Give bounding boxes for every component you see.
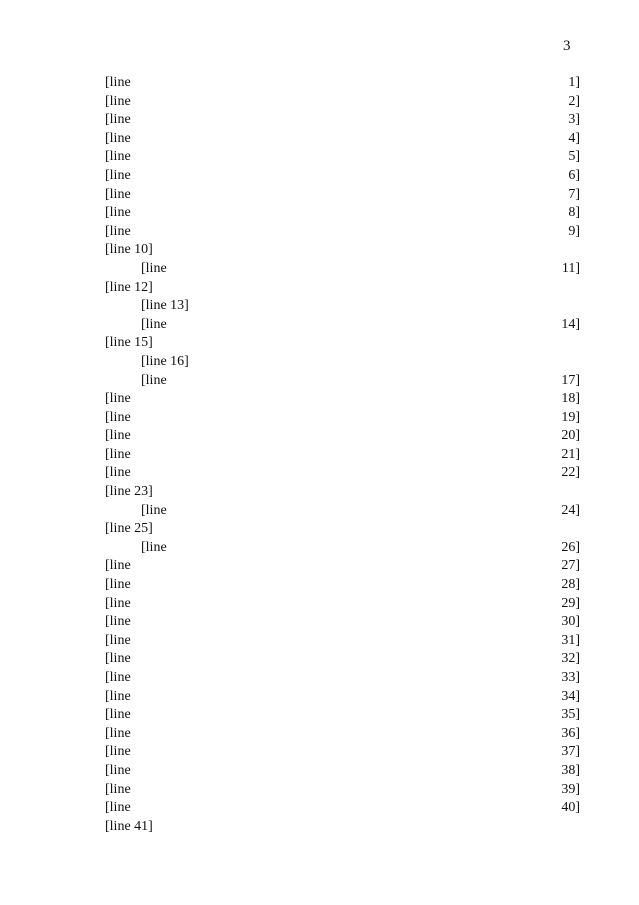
text-line: [line 24] — [141, 502, 580, 518]
text-line: [line 36] — [105, 725, 580, 741]
text-line: [line 23] — [105, 484, 153, 500]
text-line: [line 34] — [105, 688, 580, 704]
page-number: 3 — [563, 38, 571, 54]
text-line: [line 39] — [105, 781, 580, 797]
text-line: [line 32] — [105, 651, 580, 667]
text-line: [line 6] — [105, 167, 580, 183]
document-body — [105, 74, 580, 836]
text-line: [line 16] — [141, 353, 189, 369]
text-line: [line 10] — [105, 242, 153, 258]
text-line: [line 4] — [105, 130, 580, 146]
text-line: [line 1] — [105, 75, 580, 90]
text-line: [line 3] — [105, 112, 580, 128]
text-line: [line 21] — [105, 446, 580, 462]
text-line: [line 27] — [105, 558, 580, 574]
text-line: [line 29] — [105, 595, 580, 611]
text-line: [line 5] — [105, 149, 580, 165]
text-line: [line 26] — [141, 539, 580, 555]
text-line: [line 15] — [105, 335, 153, 351]
text-line: [line 12] — [105, 279, 153, 295]
text-line: [line 41] — [105, 818, 153, 834]
text-line: [line 20] — [105, 428, 580, 444]
text-line: [line 13] — [141, 298, 189, 314]
text-line: [line 2] — [105, 93, 580, 109]
text-line: [line 9] — [105, 223, 580, 239]
text-line: [line 31] — [105, 632, 580, 648]
text-line: [line 17] — [141, 372, 580, 388]
text-line: [line 7] — [105, 186, 580, 202]
text-line: [line 11] — [141, 260, 580, 276]
text-line: [line 19] — [105, 409, 580, 425]
text-line: [line 30] — [105, 614, 580, 630]
text-line: [line 22] — [105, 465, 580, 481]
text-line: [line 25] — [105, 521, 153, 537]
text-line: [line 18] — [105, 391, 580, 407]
text-line: [line 38] — [105, 762, 580, 778]
text-line: [line 33] — [105, 670, 580, 685]
text-line: [line 28] — [105, 577, 580, 593]
text-line: [line 8] — [105, 205, 580, 221]
text-line: [line 14] — [141, 316, 580, 332]
text-line: [line 40] — [105, 800, 580, 816]
text-line: [line 37] — [105, 744, 580, 760]
text-line: [line 35] — [105, 707, 580, 723]
